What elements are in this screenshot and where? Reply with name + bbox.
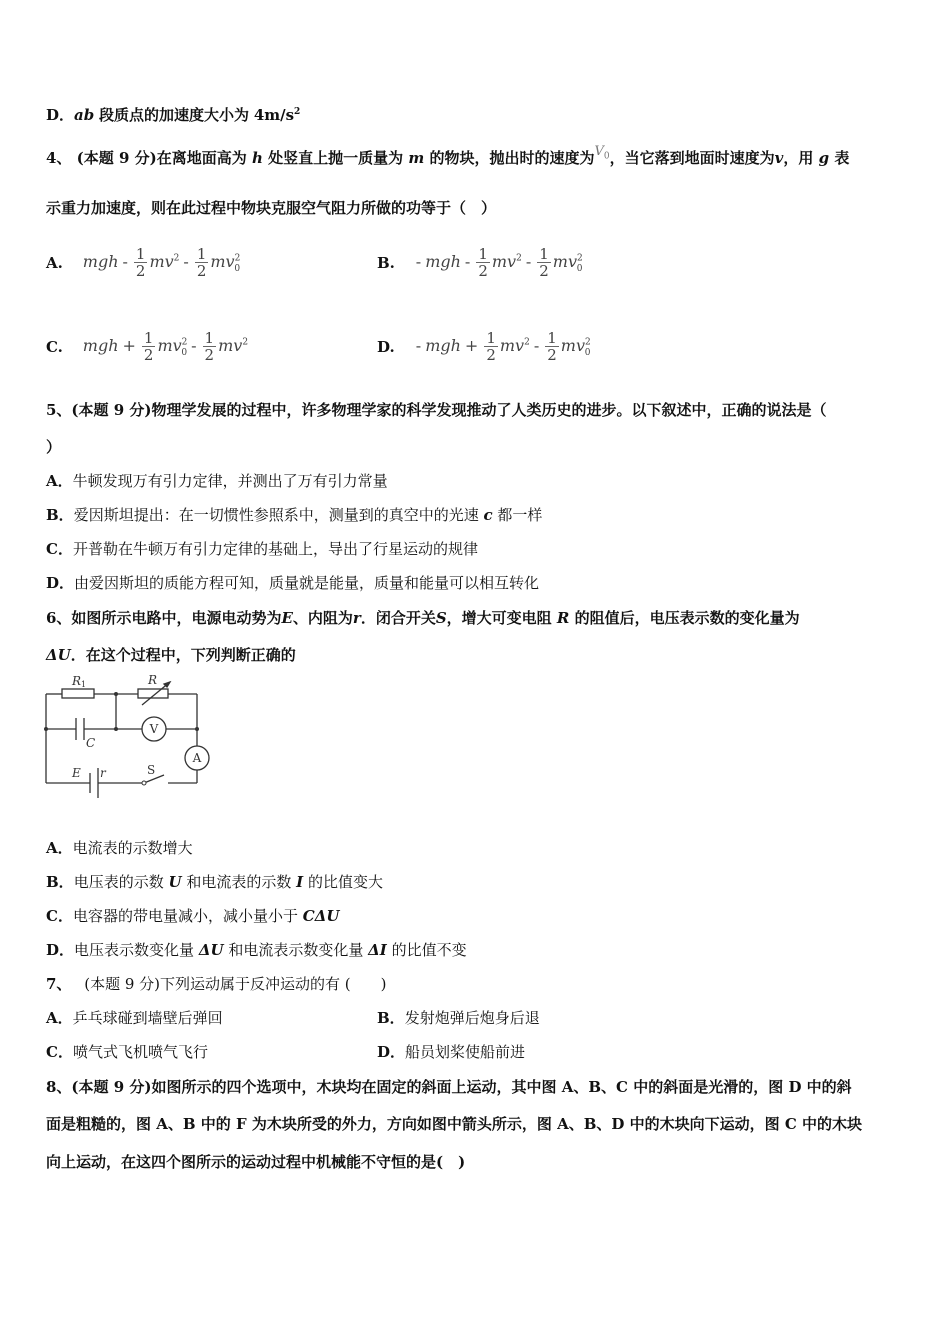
variable-v: v bbox=[774, 149, 784, 167]
q5-option-b bbox=[46, 505, 542, 525]
question-number: 4、 bbox=[46, 149, 72, 167]
option-label: C． bbox=[46, 907, 73, 925]
formula: - mgh + $\frac{1}{2}$ $mv^2$ - $\frac{1}{2}$ $mv^2_0$ bbox=[415, 329, 591, 364]
option-text: 和电流表示数变化量 bbox=[228, 941, 364, 959]
option-label: A． bbox=[46, 1009, 73, 1027]
variable-r: r bbox=[352, 609, 361, 627]
option-text: 船员划桨使船前进 bbox=[405, 1043, 526, 1061]
q7-option-c bbox=[46, 1042, 208, 1062]
q7-option-d bbox=[377, 1042, 525, 1062]
option-text: 发射炮弹后炮身后退 bbox=[404, 1009, 540, 1027]
q7-option-a bbox=[46, 1008, 223, 1028]
option-text: 电压表的示数 bbox=[73, 873, 164, 891]
stem-text: ，用 bbox=[783, 149, 814, 167]
q6-stem-line1 bbox=[46, 608, 800, 628]
option-label: B． bbox=[46, 873, 74, 891]
stem-text: (本题 9 分)下列运动属于反冲运动的有 ( ) bbox=[84, 975, 387, 993]
variable-i: I bbox=[296, 873, 304, 891]
option-label: D． bbox=[46, 106, 75, 124]
q7-option-b bbox=[377, 1008, 540, 1028]
option-text: 由爱因斯坦的质能方程可知，质量就是能量，质量和能量可以相互转化 bbox=[74, 574, 540, 592]
variable-delta-u: ΔU bbox=[46, 646, 71, 664]
variable-c: c bbox=[483, 506, 493, 524]
option-text: 的比值不变 bbox=[391, 941, 467, 959]
q8-stem-line2: 面是粗糙的，图 A、B 中的 F 为木块所受的外力，方向如图中箭头所示，图 A、B、D 中的木块向下运动，图 C 中的木块 bbox=[46, 1115, 863, 1133]
stem-text: 在离地面高为 bbox=[156, 149, 247, 167]
question-number: 7、 bbox=[46, 975, 72, 993]
q3-option-d bbox=[46, 102, 300, 125]
q7-stem bbox=[46, 974, 386, 994]
option-text: 电压表示数变化量 bbox=[74, 941, 195, 959]
label-c: C bbox=[86, 736, 96, 750]
question-score: (本题 9 分) bbox=[76, 149, 157, 167]
stem-text: ，增大可变电阻 bbox=[446, 609, 552, 627]
variable-ab: ab bbox=[74, 106, 95, 124]
option-text: 喷气式飞机喷气飞行 bbox=[72, 1043, 208, 1061]
option-text: 的比值变大 bbox=[307, 873, 383, 891]
option-text: 开普勒在牛顿万有引力定律的基础上，导出了行星运动的规律 bbox=[72, 540, 478, 558]
stem-text: 表 bbox=[834, 149, 850, 167]
q4-stem-line2: 示重力加速度，则在此过程中物块克服空气阻力所做的功等于（ ） bbox=[46, 199, 497, 217]
formula: mgh - $\frac{1}{2}$ $mv^2$ - $\frac{1}{2}$ $mv^2_0$ bbox=[82, 245, 241, 280]
stem-text: ，当它落到地面时速度为 bbox=[609, 149, 775, 167]
q6-option-a bbox=[46, 838, 193, 858]
option-label: C． bbox=[46, 540, 73, 558]
option-label: D． bbox=[46, 574, 75, 592]
option-label: D． bbox=[377, 1043, 406, 1061]
variable-delta-u: ΔU bbox=[198, 941, 224, 959]
variable-delta-i: ΔI bbox=[368, 941, 387, 959]
option-label: A． bbox=[46, 839, 73, 857]
option-label: B． bbox=[377, 1009, 405, 1027]
variable-v0: $V_0$ bbox=[594, 144, 610, 162]
variable-m: m bbox=[408, 149, 425, 167]
option-label: B． bbox=[46, 506, 74, 524]
option-label: B. bbox=[377, 254, 395, 272]
option-label: A. bbox=[46, 254, 63, 272]
stem-text: ．在这个过程中，下列判断正确的 bbox=[70, 646, 296, 664]
formula: - mgh - $\frac{1}{2}$ $mv^2$ - $\frac{1}{2}$ $mv^2_0$ bbox=[415, 245, 583, 280]
resistor-r1-icon bbox=[62, 689, 94, 698]
q6-stem-line2 bbox=[46, 645, 296, 665]
circuit-diagram bbox=[40, 672, 215, 807]
q8-stem-line1: 8、(本题 9 分)如图所示的四个选项中，木块均在固定的斜面上运动，其中图 A、B、C 中的斜面是光滑的，图 D 中的斜 bbox=[46, 1078, 852, 1096]
option-label: D． bbox=[46, 941, 75, 959]
stem-text: 6、如图所示电路中，电源电动势为 bbox=[46, 609, 282, 627]
q6-option-d bbox=[46, 940, 467, 960]
q8-stem-line3: 向上运动，在这四个图所示的运动过程中机械能不守恒的是( ) bbox=[46, 1153, 466, 1171]
q6-option-c bbox=[46, 906, 339, 926]
label-r: R bbox=[148, 673, 158, 687]
label-r-internal: r bbox=[100, 766, 106, 780]
q5-option-c bbox=[46, 539, 478, 559]
q4-option-b bbox=[377, 246, 582, 279]
variable-E: E bbox=[281, 609, 293, 627]
option-text: 段质点的加速度大小为 bbox=[99, 106, 250, 124]
option-label: C． bbox=[46, 1043, 73, 1061]
variable-R: R bbox=[556, 609, 570, 627]
variable-u: U bbox=[168, 873, 182, 891]
variable-g: g bbox=[818, 149, 830, 167]
variable-S: S bbox=[435, 609, 447, 627]
option-text: 和电流表的示数 bbox=[186, 873, 292, 891]
q5-stem-line1: 5、(本题 9 分)物理学发展的过程中，许多物理学家的科学发现推动了人类历史的进步。以下叙述中，正确的说法是（ bbox=[46, 401, 827, 419]
q4-option-c bbox=[46, 330, 248, 363]
label-v: V bbox=[149, 722, 159, 736]
q5-stem-line2: ） bbox=[46, 438, 62, 456]
acceleration-value: 4m/s bbox=[253, 106, 295, 124]
stem-text: 、内阻为 bbox=[292, 609, 353, 627]
exponent: 2 bbox=[294, 107, 301, 117]
option-text: 乒乓球碰到墙壁后弹回 bbox=[72, 1009, 223, 1027]
option-text: 牛顿发现万有引力定律，并测出了万有引力常量 bbox=[72, 472, 388, 490]
label-r1: R1 bbox=[72, 674, 87, 689]
label-e: E bbox=[72, 766, 81, 780]
q6-option-b bbox=[46, 872, 383, 892]
label-s: S bbox=[147, 763, 156, 777]
q4-option-d bbox=[377, 330, 590, 363]
option-label: D. bbox=[377, 338, 395, 356]
q4-option-a bbox=[46, 246, 240, 279]
q4-stem-line1 bbox=[46, 144, 850, 175]
stem-text: ．闭合开关 bbox=[360, 609, 436, 627]
option-text: 电流表的示数增大 bbox=[72, 839, 193, 857]
stem-text: 的阻值后，电压表示数的变化量为 bbox=[574, 609, 800, 627]
label-a: A bbox=[192, 751, 202, 765]
q5-option-d bbox=[46, 573, 539, 593]
option-text: 爱因斯坦提出：在一切惯性参照系中，测量到的真空中的光速 bbox=[73, 506, 479, 524]
option-label: C. bbox=[46, 338, 63, 356]
q5-option-a bbox=[46, 471, 388, 491]
option-text: 都一样 bbox=[497, 506, 543, 524]
stem-text: 的物块，抛出时的速度为 bbox=[429, 149, 595, 167]
variable-h: h bbox=[252, 149, 263, 167]
formula: mgh + $\frac{1}{2}$ $mv^2_0$ - $\frac{1}{2}$ $mv^2$ bbox=[82, 329, 249, 364]
variable-c-delta-u: CΔU bbox=[302, 907, 340, 925]
stem-text: 处竖直上抛一质量为 bbox=[268, 149, 404, 167]
option-label: A． bbox=[46, 472, 73, 490]
option-text: 电容器的带电量减小，减小量小于 bbox=[72, 907, 298, 925]
